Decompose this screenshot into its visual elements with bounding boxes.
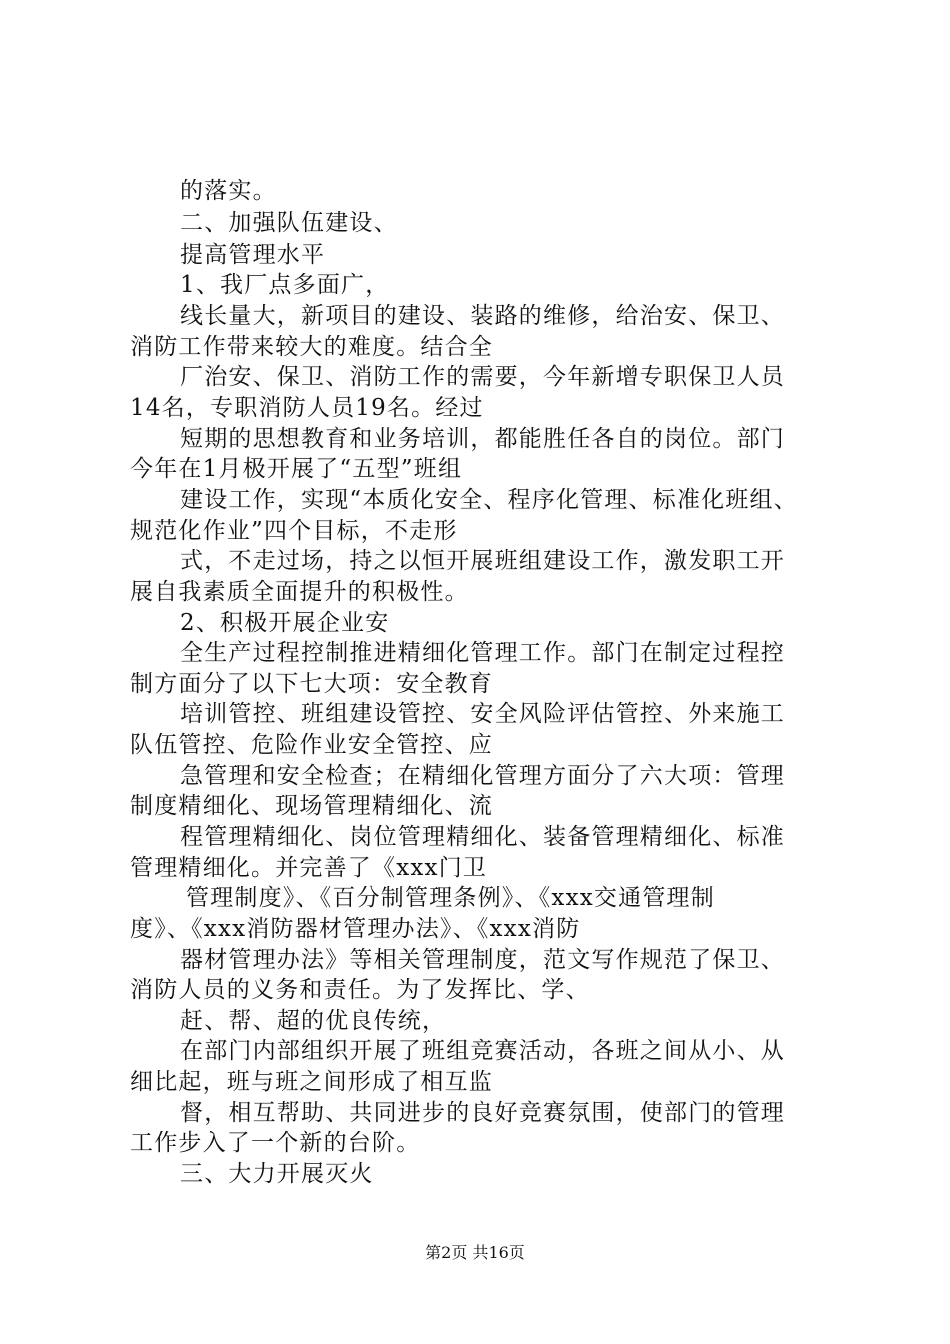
text-line: 2、积极开展企业安 (180, 610, 390, 636)
text-line: 度》、《xxx消防器材管理办法》、《xxx消防 (130, 916, 581, 942)
text-line: 提高管理水平 (180, 242, 326, 268)
text-line: 管理精细化。并完善了《xxx门卫 (130, 855, 488, 881)
text-line: 督，相互帮助、共同进步的良好竞赛氛围，使部门的管理 (180, 1100, 785, 1126)
text-line: 的落实。 (180, 178, 277, 204)
text-line: 培训管控、班组建设管控、安全风险评估管控、外来施工 (180, 701, 785, 727)
text-line: 式，不走过场，持之以恒开展班组建设工作，激发职工开 (180, 548, 785, 574)
text-line: 今年在1月极开展了“五型”班组 (130, 456, 463, 482)
text-line: 短期的思想教育和业务培训，都能胜任各自的岗位。部门 (180, 426, 785, 452)
text-line: 全生产过程控制推进精细化管理工作。部门在制定过程控 (180, 640, 785, 666)
text-line: 急管理和安全检查；在精细化管理方面分了六大项：管理 (180, 763, 785, 789)
text-line: 制度精细化、现场管理精细化、流 (130, 793, 493, 819)
text-line: 细比起，班与班之间形成了相互监 (130, 1069, 493, 1095)
text-line: 三、大力开展灭火 (180, 1161, 374, 1187)
text-line: 消防人员的义务和责任。为了发挥比、学、 (130, 977, 590, 1003)
text-line: 线长量大，新项目的建设、装路的维修，给治安、保卫、 (180, 303, 785, 329)
text-line: 制方面分了以下七大项：安全教育 (130, 671, 493, 697)
text-line: 器材管理办法》等相关管理制度，范文写作规范了保卫、 (180, 947, 785, 973)
text-line: 1、我厂点多面广， (180, 272, 390, 298)
text-line: 消防工作带来较大的难度。结合全 (130, 334, 493, 360)
text-line: 建设工作，实现“本质化安全、程序化管理、标准化班组、 (180, 487, 798, 513)
text-line: 规范化作业”四个目标，不走形 (130, 518, 458, 544)
text-line: 工作步入了一个新的台阶。 (130, 1130, 421, 1156)
text-line: 展自我素质全面提升的积极性。 (130, 579, 469, 605)
text-line: 14名，专职消防人员19名。经过 (130, 395, 484, 421)
page-footer: 第2页 共16页 (425, 1243, 525, 1262)
text-line: 队伍管控、危险作业安全管控、应 (130, 732, 493, 758)
text-line: 二、加强队伍建设、 (180, 210, 398, 236)
text-line: 厂治安、保卫、消防工作的需要，今年新增专职保卫人员 (180, 364, 785, 390)
text-line: 管理制度》、《百分制管理条例》、《xxx交通管理制 (186, 885, 715, 911)
text-line: 赶、帮、超的优良传统， (180, 1008, 447, 1034)
text-line: 在部门内部组织开展了班组竞赛活动，各班之间从小、从 (180, 1038, 785, 1064)
text-line: 程管理精细化、岗位管理精细化、装备管理精细化、标准 (180, 824, 785, 850)
